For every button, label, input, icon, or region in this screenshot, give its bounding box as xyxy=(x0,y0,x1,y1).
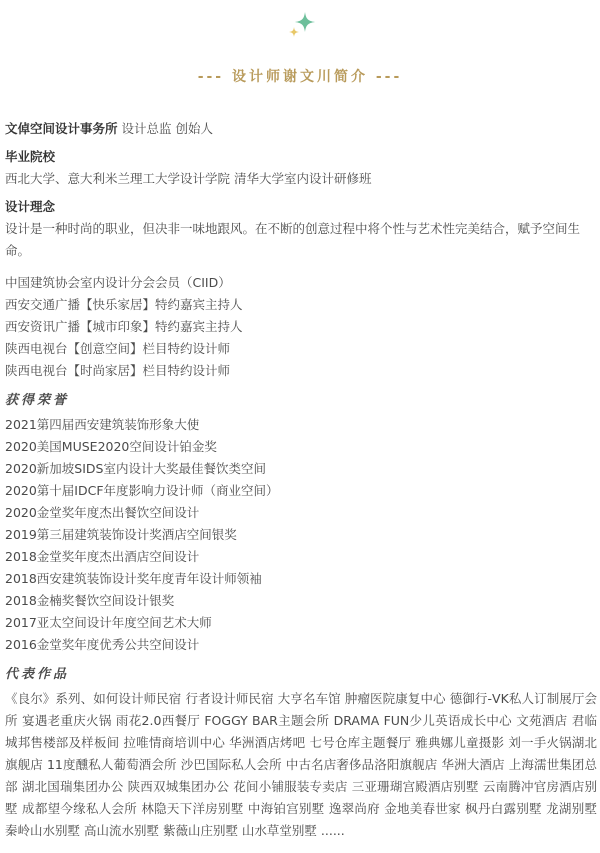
philosophy-heading: 设计理念 xyxy=(5,199,56,214)
honor-item: 2016金堂奖年度优秀公共空间设计 xyxy=(5,637,200,652)
education-text: 西北大学、意大利米兰理工大学设计学院 清华大学室内设计研修班 xyxy=(5,171,372,186)
small-star-icon xyxy=(289,27,299,37)
honor-item: 2018金堂奖年度杰出酒店空间设计 xyxy=(5,549,200,564)
honor-item: 2020新加坡SIDS室内设计大奖最佳餐饮类空间 xyxy=(5,461,266,476)
role-text: 设计总监 创始人 xyxy=(121,121,213,136)
philosophy-text: 设计是一种时尚的职业，但决非一味地跟风。在不断的创意过程中将个性与艺术性完美结合，赋予空间生命。 xyxy=(5,221,581,258)
honor-item: 2018金楠奖餐饮空间设计银奖 xyxy=(5,593,175,608)
honor-item: 2020第十届IDCF年度影响力设计师（商业空间） xyxy=(5,483,279,498)
works-text: 《良尔》系列、如何设计师民宿 行者设计师民宿 大亨名车馆 肿瘤医院康复中心 德御行-VK私人订制展厅会所 宴遇老重庆火锅 雨花2.0西餐厅 FOGGY BAR主题会所 DRAMA FUN少儿英语成长中心 文苑酒店 君临城邦售楼部及样板间 拉唯情商培训中心 华洲酒店烤吧 七号仓库主题餐厅 雅典娜儿童摄影 刘一手火锅湖北旗舰店 11度醺私人葡萄酒会所 沙巴国际私人会所 中古名店奢侈品洛阳旗舰店 华洲大酒店 上海濡世集团总部 湖北国瑞集团办公 陕西双城集团办公 花间小铺服装专卖店 三亚珊瑚宫殿酒店别墅 云南腾冲官房酒店别墅 成都望今缘私人会所 林隐天下洋房别墅 中海铂宫别墅 逸翠尚府 金地美春世家 枫丹白露别墅 龙湖别墅 秦岭山水别墅 高山流水别墅 紫薇山庄别墅 山水草堂别墅 ...... xyxy=(5,691,597,838)
profile-content xyxy=(5,118,597,842)
company-name: 文倬空间设计事务所 xyxy=(5,121,118,136)
honor-item: 2017亚太空间设计年度空间艺术大师 xyxy=(5,615,212,630)
membership-item: 陕西电视台【创意空间】栏目特约设计师 xyxy=(5,341,231,356)
education-heading: 毕业院校 xyxy=(5,149,56,164)
honor-item: 2020金堂奖年度杰出餐饮空间设计 xyxy=(5,505,200,520)
membership-item: 西安交通广播【快乐家居】特约嘉宾主持人 xyxy=(5,297,243,312)
large-star-icon xyxy=(295,12,315,32)
honor-item: 2018西安建筑装饰设计奖年度青年设计师领袖 xyxy=(5,571,262,586)
honors-list xyxy=(5,414,597,656)
honor-item: 2020美国MUSE2020空间设计铂金奖 xyxy=(5,439,217,454)
honors-heading: 获得荣誉 xyxy=(5,393,70,408)
page-title: --- 设计师谢文川简介 --- xyxy=(197,69,403,85)
honor-item: 2021第四届西安建筑装饰形象大使 xyxy=(5,417,200,432)
works-heading: 代表作品 xyxy=(5,667,70,682)
sparkle-icon xyxy=(285,10,317,40)
memberships-list xyxy=(5,272,597,382)
membership-item: 西安资讯广播【城市印象】特约嘉宾主持人 xyxy=(5,319,243,334)
membership-item: 陕西电视台【时尚家居】栏目特约设计师 xyxy=(5,363,231,378)
membership-item: 中国建筑协会室内设计分会会员（CIID） xyxy=(5,275,231,290)
intro-line xyxy=(5,118,597,140)
honor-item: 2019第三届建筑装饰设计奖酒店空间银奖 xyxy=(5,527,237,542)
